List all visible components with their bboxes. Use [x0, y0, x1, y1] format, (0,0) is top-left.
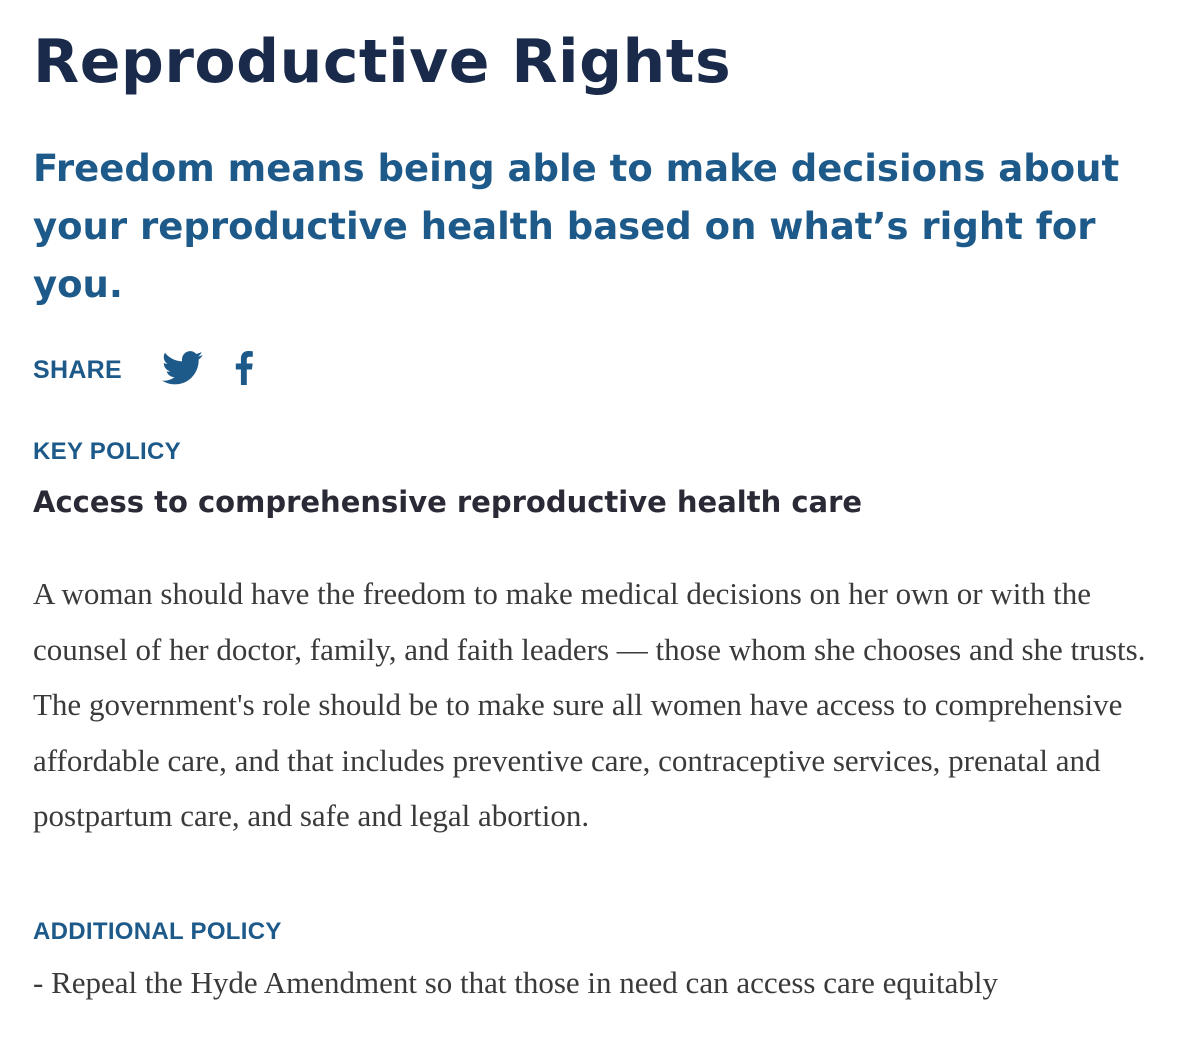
page-subtitle: Freedom means being able to make decisions about your reproductive health based on what’s right for you.: [33, 147, 1120, 306]
key-policy-body: A woman should have the freedom to make medical decisions on her own or with the counsel of her doctor, family, and faith leaders — those whom she chooses and she trusts. The government's role should be to make sure all women have access to comprehensive affordable care, and that includes preventive care, contraceptive services, prenatal and postpartum care, and safe and legal abortion.: [33, 576, 1146, 833]
share-bar: [33, 350, 254, 390]
facebook-share-button[interactable]: [234, 351, 254, 390]
key-policy-heading: Access to comprehensive reproductive health care: [33, 485, 863, 519]
key-policy-label: KEY POLICY: [33, 438, 181, 465]
page-title: Reproductive Rights: [33, 27, 732, 97]
twitter-share-button[interactable]: [162, 351, 204, 390]
additional-policy-item: - Repeal the Hyde Amendment so that those in need can access care equitably: [33, 965, 998, 1000]
facebook-icon: [234, 351, 254, 390]
twitter-icon: [162, 351, 204, 390]
share-label: SHARE: [33, 355, 123, 384]
additional-policy-label: ADDITIONAL POLICY: [33, 918, 282, 945]
